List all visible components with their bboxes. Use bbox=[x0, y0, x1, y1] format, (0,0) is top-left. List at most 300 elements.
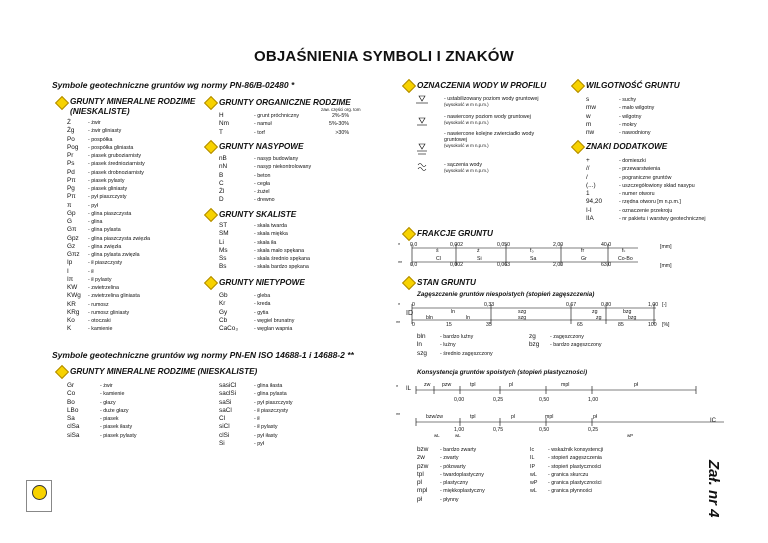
consistency-symbol: bzw bbox=[417, 446, 429, 453]
company-logo bbox=[26, 480, 52, 512]
diamond-icon bbox=[55, 365, 69, 379]
soil-symbol: Cb bbox=[219, 316, 228, 324]
water-item-4: - sączenia wody (wysokość w m n.p.m.) bbox=[444, 162, 489, 173]
extra-symbol: 94,20 bbox=[586, 198, 602, 206]
extra-description: - przewarstwienia bbox=[619, 166, 661, 173]
rock-descriptions bbox=[254, 222, 310, 272]
soil-description: - piasek bbox=[100, 416, 119, 422]
soil-description: - kamienie bbox=[100, 391, 125, 398]
consistency-title: Konsystencja gruntów spoistych (stopień plastyczności) bbox=[417, 369, 588, 376]
soil-symbol: Si bbox=[219, 439, 225, 447]
attachment-label: Zał. nr 4 bbox=[705, 460, 722, 518]
extra-symbol: I-I bbox=[586, 206, 592, 214]
soil-symbol: clSa bbox=[67, 423, 80, 431]
soil-symbol: saSi bbox=[219, 398, 232, 406]
diamond-icon bbox=[571, 140, 585, 154]
organic-symbols bbox=[219, 112, 229, 137]
soil-description: - gytia bbox=[254, 309, 269, 316]
frac-val: 0,050 bbox=[497, 242, 510, 248]
extra-symbols bbox=[586, 157, 602, 223]
consistency-symbol: pł bbox=[417, 495, 422, 503]
iso-mineral-title: GRUNTY MINERALNE RODZIME (NIESKALISTE) bbox=[70, 367, 258, 376]
consistency-description: - bardzo zwarty bbox=[440, 447, 477, 453]
frac-name: fₖ bbox=[622, 248, 626, 254]
cons-name: pł bbox=[593, 414, 598, 420]
consistency-symbols bbox=[417, 446, 428, 504]
soil-symbol: K bbox=[67, 325, 72, 333]
id-name: ln bbox=[466, 315, 471, 321]
id-val: 65 bbox=[577, 322, 583, 328]
consistency-description: - twardoplastyczny bbox=[440, 471, 484, 478]
nonbuild-title: GRUNTY NIETYPOWE bbox=[219, 278, 305, 287]
extra-description: - oznaczenie przekroju bbox=[619, 207, 673, 214]
consistency-descriptions bbox=[440, 446, 485, 504]
soil-symbol: Bs bbox=[219, 263, 227, 271]
soil-description: - otoczaki bbox=[88, 318, 111, 324]
cons-name: pzw bbox=[442, 382, 452, 388]
frac-val: 2,00 bbox=[553, 262, 564, 268]
cons-val: 1,00 bbox=[588, 397, 599, 403]
soil-symbol: Li bbox=[219, 238, 224, 246]
soil-description: - skała iła bbox=[254, 239, 277, 246]
soil-symbol: Pπ bbox=[67, 176, 76, 184]
consistency-description: - płynny bbox=[440, 496, 459, 503]
id-val: 1,00 bbox=[648, 302, 659, 308]
extra-description: - nr pakietu i warstwy geotechnicznej bbox=[619, 215, 706, 222]
moisture-description: - mokry bbox=[619, 121, 637, 128]
organic-descriptions bbox=[254, 112, 299, 137]
made-title: GRUNTY NASYPOWE bbox=[219, 142, 304, 151]
index-description: - granica plastyczności bbox=[548, 480, 602, 486]
soil-symbol: Ms bbox=[219, 246, 228, 254]
state-symbol: ln bbox=[417, 341, 422, 349]
soil-description: - glina piaszczysta bbox=[88, 210, 132, 217]
soil-symbol: Pg bbox=[67, 185, 75, 192]
cons-name: tpl bbox=[470, 414, 476, 420]
id-val: 15 bbox=[446, 322, 452, 328]
id-val: 0 bbox=[412, 322, 415, 328]
soil-description: - gleba bbox=[254, 293, 271, 299]
cons-sub: wL bbox=[434, 433, 440, 438]
iso-descriptions bbox=[100, 382, 137, 440]
soil-description: - skała twarda bbox=[254, 223, 287, 229]
soil-symbol: KR bbox=[67, 300, 76, 308]
soil-description: - glina iłasta bbox=[254, 383, 283, 389]
index-description: - stopień plastyczności bbox=[548, 463, 602, 470]
organic-note: zaw. części org. tom bbox=[321, 107, 361, 112]
soil-description: - pospółka gliniasta bbox=[88, 144, 134, 151]
soil-description: - piasek średnioziarnisty bbox=[88, 161, 145, 168]
soil-description: - namuł bbox=[254, 121, 272, 128]
soil-symbol: Nm bbox=[219, 120, 229, 128]
index-symbol: wL bbox=[530, 471, 537, 478]
cons-name: bzw/zw bbox=[426, 414, 444, 420]
soil-description: - pył piaszczysty bbox=[254, 399, 293, 406]
cons-val: 0,50 bbox=[539, 427, 550, 433]
soil-symbol: Gp bbox=[67, 209, 76, 217]
id-val: 100 bbox=[648, 322, 657, 328]
soil-description: - węgiel brunatny bbox=[254, 317, 295, 324]
cons-name: mpl bbox=[545, 414, 554, 420]
extra-description: - domieszki bbox=[619, 158, 646, 164]
iso-symbols-2 bbox=[219, 382, 236, 448]
frac-name: Co-Bo bbox=[618, 256, 633, 262]
frac-val: 0,0 bbox=[410, 262, 418, 268]
soil-description: - rumosz gliniasty bbox=[88, 309, 130, 316]
moisture-description: - nawodniony bbox=[619, 130, 651, 136]
consistency-symbol: pzw bbox=[417, 462, 429, 470]
water-title: OZNACZENIA WODY W PROFILU bbox=[417, 81, 547, 90]
soil-symbol: SM bbox=[219, 230, 229, 238]
state-descriptions bbox=[440, 333, 493, 358]
consistency-description: - miękkoplastyczny bbox=[440, 488, 485, 495]
soil-description: - żwir gliniasty bbox=[88, 128, 122, 135]
row-marker: ** bbox=[396, 413, 401, 419]
soil-description: - piasek gliniasty bbox=[88, 186, 128, 192]
soil-symbol: B bbox=[219, 171, 224, 179]
soil-symbol: Po bbox=[67, 135, 75, 143]
water-item-3: - nawiercone kolejne zwierciadło wody gruntowej (wysokość w m n.p.m.) bbox=[444, 131, 535, 148]
cons-name: mpl bbox=[561, 382, 570, 388]
fractions-scale bbox=[396, 238, 696, 272]
soil-description: - grunt próchniczny bbox=[254, 113, 300, 119]
soil-description: - kreda bbox=[254, 301, 271, 308]
soil-description: - piasek gruboziarnisty bbox=[88, 153, 141, 159]
soil-symbol: Gb bbox=[219, 292, 228, 299]
soil-description: - pył bbox=[254, 440, 265, 447]
consistency-symbol: tpl bbox=[417, 470, 424, 478]
id-unit: [%] bbox=[662, 322, 670, 328]
cons-val: 0,00 bbox=[454, 397, 465, 403]
soil-description: - skała średnio spękana bbox=[254, 256, 310, 262]
soil-symbol: Kr bbox=[219, 300, 226, 308]
extra-symbol: (...) bbox=[586, 181, 596, 189]
soil-symbol: saCl bbox=[219, 406, 232, 414]
soil-description: - ił pylasty bbox=[88, 276, 112, 283]
index-symbol: IL bbox=[530, 455, 535, 462]
extra-description: - uszczegółowiony skład nasypu bbox=[619, 182, 695, 189]
frac-name: Sa bbox=[530, 256, 537, 262]
ic-label: IC bbox=[710, 418, 716, 424]
soil-symbol: Sa bbox=[67, 415, 75, 422]
frac-name: fr bbox=[581, 248, 585, 254]
section-title-pn: Symbole geotechniczne gruntów wg normy PN-86/B-02480 * bbox=[52, 80, 295, 90]
soil-symbol: C bbox=[219, 179, 224, 187]
id-name: bln bbox=[426, 315, 433, 321]
soil-description: - pospółka bbox=[88, 136, 113, 143]
moisture-description: - suchy bbox=[619, 97, 637, 103]
soil-description: - piasek iłasty bbox=[100, 424, 133, 431]
diamond-icon bbox=[571, 79, 585, 93]
moisture-symbol: m bbox=[586, 120, 592, 128]
soil-symbol: Gr bbox=[67, 382, 75, 389]
consistency-description: - zwarty bbox=[440, 455, 459, 462]
extra-symbol: IIA bbox=[586, 214, 594, 222]
soil-description: - skała miękka bbox=[254, 231, 288, 238]
row-marker: ** bbox=[398, 261, 403, 267]
soil-symbol: siCl bbox=[219, 423, 230, 431]
soil-description: - glina zwięzła bbox=[88, 243, 122, 250]
consistency-symbol: zw bbox=[417, 454, 425, 462]
soil-description: - głazy bbox=[100, 399, 116, 406]
consistency-symbol: pl bbox=[417, 479, 422, 486]
soil-symbol: Pog bbox=[67, 143, 79, 151]
soil-symbol: D bbox=[219, 196, 224, 204]
id-val: 0 bbox=[412, 302, 415, 308]
rock-symbols bbox=[219, 222, 229, 272]
soil-description: - zwietrzelina gliniasta bbox=[88, 293, 140, 300]
soil-symbol: ST bbox=[219, 222, 228, 229]
id-val: 0,33 bbox=[484, 302, 495, 308]
moisture-symbol: nw bbox=[586, 129, 595, 136]
soil-description: - żwir bbox=[88, 120, 101, 126]
soil-symbol: Ko bbox=[67, 317, 75, 324]
mineral-descriptions bbox=[88, 119, 150, 334]
organic-content-value: 2%-5% bbox=[331, 113, 350, 119]
soil-description: - torf bbox=[254, 129, 265, 136]
soil-symbol: Pπ bbox=[67, 193, 76, 201]
consistency-description: - plastyczny bbox=[440, 480, 468, 486]
soil-description: - pył iłasty bbox=[254, 432, 278, 439]
soil-symbol: Ps bbox=[67, 160, 75, 168]
soil-description: - ił piaszczysty bbox=[254, 407, 289, 414]
diamond-icon bbox=[402, 79, 416, 93]
id-label: ID bbox=[406, 310, 413, 317]
organic-values bbox=[329, 112, 349, 137]
moisture-title: WILGOTNOŚĆ GRUNTU bbox=[586, 81, 680, 90]
moisture-description: - mało wilgotny bbox=[619, 105, 655, 112]
made-descriptions bbox=[254, 155, 311, 205]
soil-symbol: π bbox=[67, 201, 72, 209]
row-marker: * bbox=[396, 385, 399, 391]
consistency-symbol: mpl bbox=[417, 487, 428, 495]
state-description: - zagęszczony bbox=[550, 334, 584, 340]
moisture-symbol: s bbox=[586, 96, 590, 103]
state-symbol: szg bbox=[417, 349, 427, 357]
soil-description: - kamienie bbox=[88, 326, 113, 333]
page-title: OBJAŚNIENIA SYMBOLI I ZNAKÓW bbox=[253, 48, 515, 65]
moisture-symbol: mw bbox=[586, 104, 596, 112]
extra-description: - rzędna otworu [m n.p.m.] bbox=[619, 199, 681, 206]
id-name: ln bbox=[451, 309, 456, 315]
extra-description: - numer otworu bbox=[619, 191, 655, 197]
soil-symbol: Co bbox=[67, 390, 76, 398]
state-description: - bardzo luźny bbox=[440, 334, 474, 340]
soil-description: - rumosz bbox=[88, 301, 109, 308]
soil-symbol: saclSi bbox=[219, 390, 237, 398]
cons-sub: wL bbox=[455, 433, 461, 438]
index-description: - granica skurczu bbox=[548, 471, 589, 478]
index-description: - granica płynności bbox=[548, 488, 593, 495]
cons-name: pł bbox=[634, 382, 639, 388]
soil-symbol: Pd bbox=[67, 168, 75, 176]
id-name: bzg bbox=[628, 315, 637, 321]
soil-symbol: Gz bbox=[67, 242, 76, 250]
frac-name: Gr bbox=[581, 256, 587, 262]
diamond-icon bbox=[402, 276, 416, 290]
moisture-symbols bbox=[586, 96, 596, 137]
soil-symbol: Gy bbox=[219, 308, 228, 316]
soil-symbol: Cl bbox=[219, 415, 226, 422]
state-symbols bbox=[417, 333, 427, 358]
soil-description: - duże głazy bbox=[100, 407, 129, 414]
cons-val: 0,25 bbox=[493, 397, 504, 403]
frac-val: 63,0 bbox=[601, 262, 612, 268]
index-description: - wskaźnik konsystencji bbox=[548, 447, 604, 453]
extra-descriptions bbox=[619, 157, 706, 223]
diamond-icon bbox=[204, 96, 218, 110]
soil-symbol: KW bbox=[67, 284, 78, 291]
soil-symbol: I bbox=[67, 267, 69, 275]
soil-description: - ił bbox=[254, 416, 260, 422]
frac-val: 0,0 bbox=[410, 242, 418, 248]
soil-symbol: CaCo₃ bbox=[219, 325, 238, 332]
consistency-descriptions-2 bbox=[548, 446, 603, 496]
iso-symbols bbox=[67, 382, 79, 440]
frac-unit: [mm] bbox=[660, 263, 672, 269]
soil-symbol: Ip bbox=[67, 259, 73, 267]
soil-symbol: Gπz bbox=[67, 251, 80, 258]
organic-content-value: 5%-30% bbox=[329, 121, 350, 128]
soil-symbol: Ss bbox=[219, 255, 227, 262]
soil-description: - piasek pylasty bbox=[100, 432, 137, 439]
state-symbol: bzg bbox=[529, 341, 540, 349]
frac-unit: [mm] bbox=[660, 244, 672, 250]
soil-symbol: H bbox=[219, 112, 224, 119]
soil-description: - glina pylasta zwięzła bbox=[88, 252, 140, 258]
soil-symbol: nB bbox=[219, 155, 227, 162]
cons-name: tpl bbox=[470, 382, 476, 388]
soil-description: - ił pylasty bbox=[254, 424, 278, 431]
id-val: 0,80 bbox=[601, 302, 612, 308]
nonbuild-symbols bbox=[219, 292, 238, 333]
cons-sub: wP bbox=[627, 433, 634, 438]
soil-description: - węglan wapnia bbox=[254, 326, 293, 332]
il-label: IL bbox=[406, 386, 412, 392]
soil-description: - skała bardzo spękana bbox=[254, 264, 309, 271]
soil-symbol: Żl bbox=[219, 188, 225, 195]
cons-val: 0,75 bbox=[493, 427, 504, 433]
soil-symbol: sasiCl bbox=[219, 382, 237, 389]
id-name: zg bbox=[592, 309, 598, 315]
state-symbol: bln bbox=[417, 333, 426, 340]
organic-title: GRUNTY ORGANICZNE RODZIME bbox=[219, 98, 351, 107]
extra-description: - pograniczne gruntów bbox=[619, 174, 672, 181]
iso-descriptions-2 bbox=[254, 382, 293, 448]
soil-description: - piasek drobnoziarnisty bbox=[88, 169, 144, 176]
extra-symbol: / bbox=[586, 173, 588, 181]
index-symbol: Ic bbox=[530, 447, 535, 453]
row-marker: ** bbox=[396, 321, 401, 327]
soil-description: - ił bbox=[88, 268, 94, 275]
state-description: - bardzo zagęszczony bbox=[550, 342, 602, 349]
state-title: STAN GRUNTU bbox=[417, 278, 476, 287]
frac-name: ż bbox=[477, 248, 480, 254]
frac-val: 0,063 bbox=[497, 262, 510, 268]
soil-description: - pył bbox=[88, 202, 99, 209]
nonbuild-descriptions bbox=[254, 292, 294, 333]
cons-name: pl bbox=[509, 382, 514, 388]
soil-description: - żwir bbox=[100, 383, 113, 389]
soil-symbol: Iπ bbox=[67, 275, 74, 283]
state-description: - średnio zagęszczony bbox=[440, 350, 493, 357]
id-unit: [-] bbox=[662, 302, 667, 308]
frac-val: 0,002 bbox=[450, 242, 463, 248]
consistency-symbols-2 bbox=[530, 446, 537, 496]
id-val: 0,67 bbox=[566, 302, 577, 308]
soil-description: - beton bbox=[254, 172, 271, 179]
water-item-2: - nawiercony poziom wody gruntowej (wysokość w m n.p.m.) bbox=[444, 114, 531, 125]
extra-symbol: + bbox=[586, 157, 590, 164]
soil-description: - skała mało spękana bbox=[254, 247, 305, 254]
cons-val: 0,25 bbox=[588, 427, 599, 433]
id-val: 85 bbox=[618, 322, 624, 328]
frac-name: Cl bbox=[436, 256, 441, 262]
soil-description: - piasek pylasty bbox=[88, 177, 125, 184]
consistency-description: - półzwarty bbox=[440, 463, 466, 470]
soil-symbol: siSa bbox=[67, 431, 80, 439]
frac-name: ś bbox=[436, 248, 439, 254]
soil-description: - glina pylasta bbox=[88, 227, 121, 234]
soil-description: - glina bbox=[88, 219, 103, 225]
soil-symbol: KWg bbox=[67, 292, 81, 300]
index-symbol: wL bbox=[530, 488, 537, 495]
id-name: szg bbox=[518, 309, 527, 315]
frac-val: 0,002 bbox=[450, 262, 463, 268]
soil-symbol: G bbox=[67, 218, 72, 225]
state-symbols-2 bbox=[529, 333, 539, 350]
density-scale bbox=[396, 300, 686, 330]
soil-symbol: Pr bbox=[67, 152, 74, 159]
soil-symbol: Ż bbox=[67, 119, 71, 126]
frac-val: 40,0 bbox=[601, 242, 612, 248]
index-description: - stopień zagęszczenia bbox=[548, 455, 602, 462]
soil-description: - glina piaszczysta zwięzła bbox=[88, 235, 151, 242]
soil-description: - nasyp niekontrolowany bbox=[254, 164, 312, 171]
diamond-icon bbox=[204, 140, 218, 154]
soil-symbol: T bbox=[219, 128, 223, 136]
noncohesive-title: Zagęszczenie gruntów niespoistych (stopień zagęszczenia) bbox=[417, 291, 595, 298]
soil-symbol: LBo bbox=[67, 406, 79, 414]
id-name: szg bbox=[518, 315, 527, 321]
id-name: bzg bbox=[623, 309, 632, 315]
soil-description: - zwietrzelina bbox=[88, 285, 119, 291]
index-symbol: IP bbox=[530, 463, 536, 470]
index-symbol: wP bbox=[530, 480, 538, 486]
extra-symbol: // bbox=[586, 165, 590, 173]
soil-description: - żużel bbox=[254, 189, 270, 195]
cons-val: 0,50 bbox=[539, 397, 550, 403]
soil-description: - nasyp budowlany bbox=[254, 156, 299, 162]
made-symbols bbox=[219, 155, 227, 205]
water-item-1: - ustabilizowany poziom wody gruntowej (wysokość w m n.p.m.) bbox=[444, 96, 539, 107]
cons-name: pl bbox=[511, 414, 516, 420]
soil-symbol: Bo bbox=[67, 398, 75, 406]
extra-symbol: 1 bbox=[586, 190, 590, 197]
state-descriptions-2 bbox=[550, 333, 602, 350]
soil-description: - pył piaszczysty bbox=[88, 194, 127, 201]
soil-symbol: nN bbox=[219, 163, 228, 171]
fractions-title: FRAKCJE GRUNTU bbox=[417, 229, 493, 238]
frac-name: Si bbox=[477, 256, 482, 262]
soil-description: - glina pylasta bbox=[254, 391, 287, 398]
moisture-description: - wilgotny bbox=[619, 113, 642, 120]
mineral-symbols bbox=[67, 119, 81, 334]
soil-description: - drewno bbox=[254, 197, 275, 204]
id-name: zg bbox=[596, 315, 602, 321]
extra-title: ZNAKI DODATKOWE bbox=[586, 142, 668, 151]
mineral-title: GRUNTY MINERALNE RODZIME (NIESKALISTE) bbox=[70, 97, 196, 116]
